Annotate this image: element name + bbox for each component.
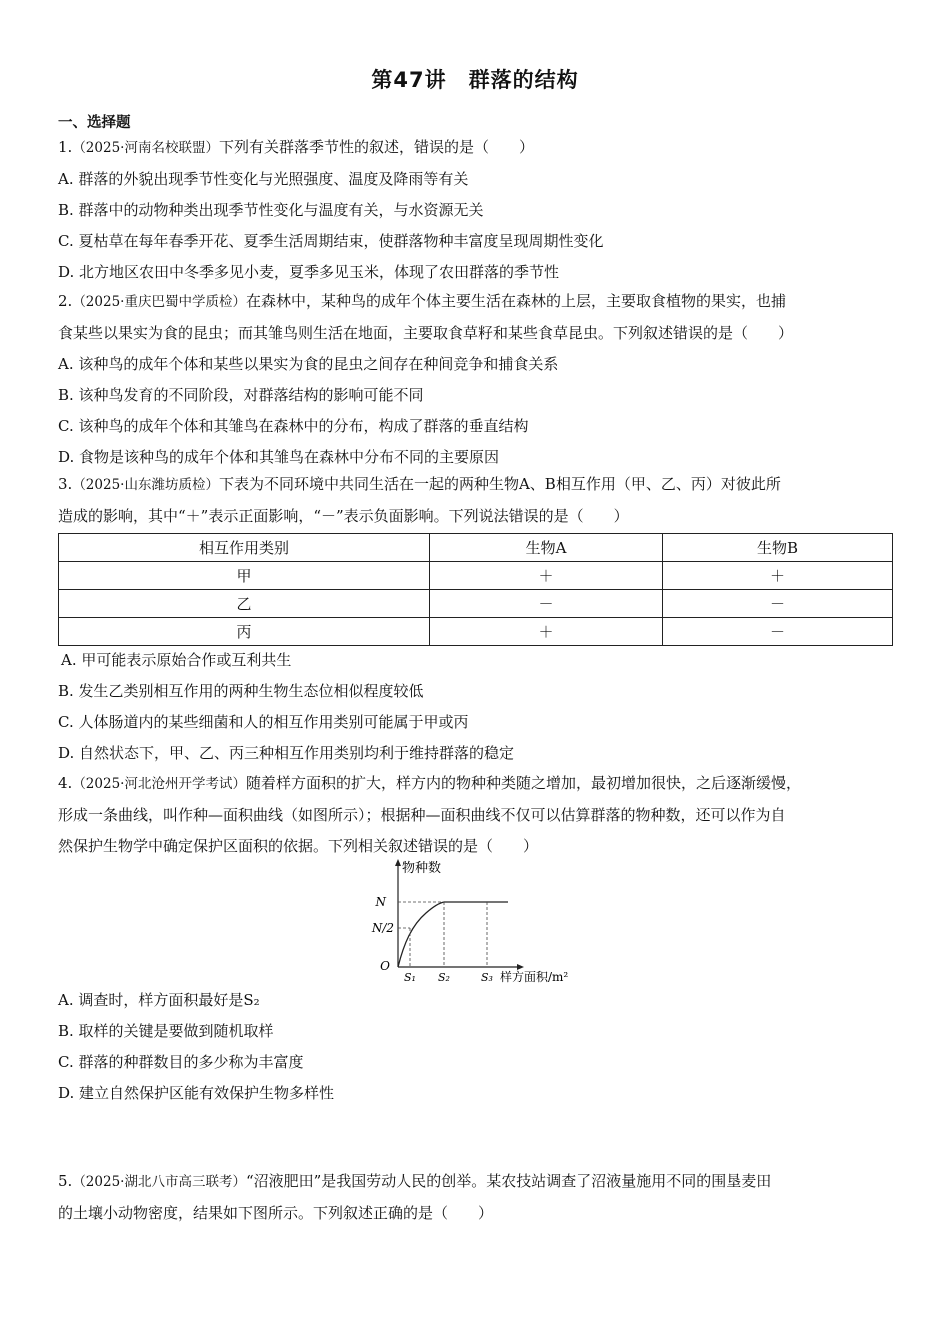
question-1-source: （2025·河南名校联盟） <box>72 140 219 156</box>
y-axis-label: 物种数 <box>402 861 442 876</box>
table-cell: ＋ <box>430 562 663 590</box>
question-4-stem-line2: 形成一条曲线，叫作种—面积曲线（如图所示）；根据种—面积曲线不仅可以估算群落的物种数，还可以作为自 <box>58 806 786 824</box>
question-1 <box>58 132 894 288</box>
question-5-stem-line1: 5.（2025·湖北八市高三联考）“沼液肥田”是我国劳动人民的创举。某农技站调查了沼液量施用不同的围垦麦田 <box>58 1172 772 1190</box>
question-4-options <box>58 985 894 1109</box>
question-4-source: （2025·河北沧州开学考试） <box>72 776 246 792</box>
question-3-option-a: A. 甲可能表示原始合作或互利共生 <box>61 651 292 669</box>
question-4-option-a: A. 调查时，样方面积最好是S₂ <box>58 991 260 1009</box>
question-4-stem-line3: 然保护生物学中确定保护区面积的依据。下列相关叙述错误的是（ ） <box>58 837 539 855</box>
question-3 <box>58 469 894 532</box>
question-3-stem-line1: 3.（2025·山东潍坊质检）下表为不同环境中共同生活在一起的两种生物A、B相互作用（甲、乙、丙）对彼此所 <box>58 475 781 493</box>
question-4-stem-line1: 4.（2025·河北沧州开学考试）随着样方面积的扩大，样方内的物种种类随之增加，最初增加很快，之后逐渐缓慢， <box>58 774 801 792</box>
question-4 <box>58 768 894 862</box>
y-tick-n: N <box>375 895 386 909</box>
table-cell: － <box>663 618 893 646</box>
table-cell: ＋ <box>663 562 893 590</box>
table-row <box>59 562 893 590</box>
x-tick-s3: S₃ <box>481 971 493 984</box>
y-tick-half-n: N/2 <box>371 921 394 935</box>
question-3-source: （2025·山东潍坊质检） <box>72 477 219 493</box>
question-2 <box>58 286 894 473</box>
question-4-option-b: B. 取样的关键是要做到随机取样 <box>58 1022 274 1040</box>
question-5-source: （2025·湖北八市高三联考） <box>72 1174 246 1190</box>
question-5-stem-line2: 的土壤小动物密度，结果如下图所示。下列叙述正确的是（ ） <box>58 1204 494 1222</box>
origin-label: O <box>380 959 390 973</box>
question-1-option-a: A. 群落的外貌出现季节性变化与光照强度、温度及降雨等有关 <box>58 170 469 188</box>
x-tick-s2: S₂ <box>438 971 450 984</box>
question-1-option-b: B. 群落中的动物种类出现季节性变化与温度有关，与水资源无关 <box>58 201 484 219</box>
question-3-options <box>58 645 894 769</box>
species-area-curve <box>398 902 508 967</box>
interaction-table <box>58 533 893 646</box>
table-header-cell: 相互作用类别 <box>59 534 430 562</box>
species-area-figure <box>360 855 590 985</box>
question-4-option-d: D. 建立自然保护区能有效保护生物多样性 <box>58 1084 335 1102</box>
question-2-option-a: A. 该种鸟的成年个体和某些以果实为食的昆虫之间存在种间竞争和捕食关系 <box>58 355 559 373</box>
question-2-stem-line1: 2.（2025·重庆巴蜀中学质检）在森林中，某种鸟的成年个体主要生活在森林的上层，主要取食植物的果实，也捕 <box>58 292 786 310</box>
question-2-stem-line2: 食某些以果实为食的昆虫；而其雏鸟则生活在地面，主要取食草籽和某些食草昆虫。下列叙述错误的是（ ） <box>58 324 794 342</box>
table-cell: － <box>430 590 663 618</box>
question-4-option-c: C. 群落的种群数目的多少称为丰富度 <box>58 1053 304 1071</box>
question-2-source: （2025·重庆巴蜀中学质检） <box>72 294 246 310</box>
question-2-option-c: C. 该种鸟的成年个体和其雏鸟在森林中的分布，构成了群落的垂直结构 <box>58 417 529 435</box>
question-3-option-c: C. 人体肠道内的某些细菌和人的相互作用类别可能属于甲或丙 <box>58 713 469 731</box>
x-axis-label: 样方面积/m² <box>500 970 569 984</box>
table-row <box>59 618 893 646</box>
table-row <box>59 590 893 618</box>
x-tick-s1: S₁ <box>404 971 416 984</box>
table-cell: 甲 <box>59 562 430 590</box>
question-1-stem: 1.（2025·河南名校联盟）下列有关群落季节性的叙述，错误的是（ ） <box>58 138 534 156</box>
page-title: 第47讲 群落的结构 <box>371 68 579 92</box>
question-1-option-d: D. 北方地区农田中冬季多见小麦，夏季多见玉米，体现了农田群落的季节性 <box>58 263 560 281</box>
table-header-cell: 生物A <box>430 534 663 562</box>
question-3-stem-line2: 造成的影响，其中“＋”表示正面影响，“－”表示负面影响。下列说法错误的是（ ） <box>58 507 629 525</box>
table-cell: 丙 <box>59 618 430 646</box>
section-heading: 一、选择题 <box>58 115 131 131</box>
question-5 <box>58 1166 894 1229</box>
table-cell: － <box>663 590 893 618</box>
table-header-row <box>59 534 893 562</box>
table-cell: 乙 <box>59 590 430 618</box>
question-3-option-d: D. 自然状态下，甲、乙、丙三种相互作用类别均利于维持群落的稳定 <box>58 744 515 762</box>
question-2-option-d: D. 食物是该种鸟的成年个体和其雏鸟在森林中分布不同的主要原因 <box>58 448 500 466</box>
question-3-option-b: B. 发生乙类别相互作用的两种生物生态位相似程度较低 <box>58 682 424 700</box>
question-1-option-c: C. 夏枯草在每年春季开花、夏季生活周期结束，使群落物种丰富度呈现周期性变化 <box>58 232 604 250</box>
question-2-option-b: B. 该种鸟发育的不同阶段，对群落结构的影响可能不同 <box>58 386 424 404</box>
y-axis-arrow <box>395 859 401 866</box>
table-cell: ＋ <box>430 618 663 646</box>
table-header-cell: 生物B <box>663 534 893 562</box>
